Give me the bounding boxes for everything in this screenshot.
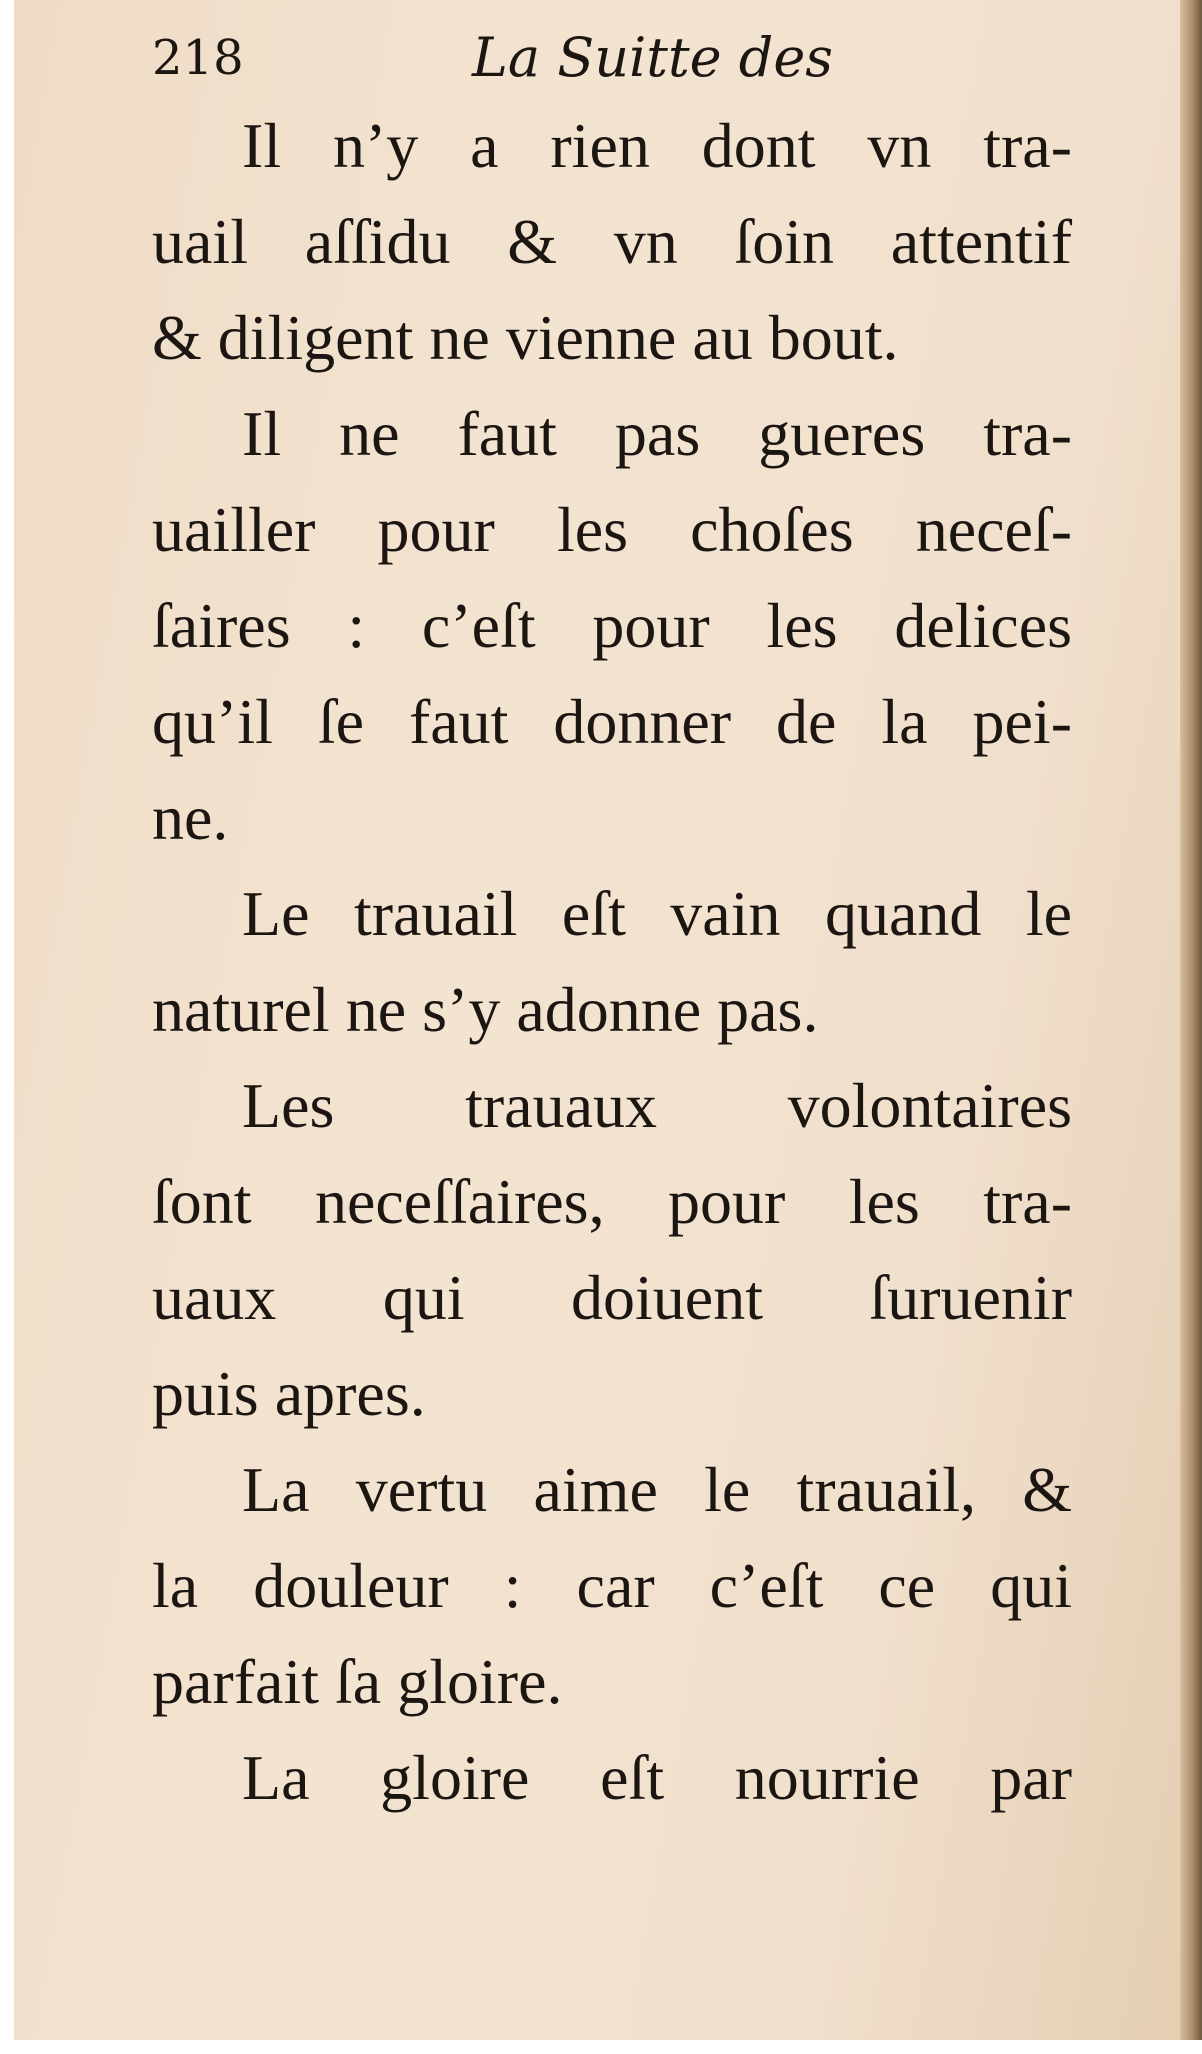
text-line: & diligent ne vienne au bout.	[152, 302, 899, 373]
text-body	[152, 98, 1072, 1826]
text-line: uail aſſidu & vn ſoin attentif	[152, 206, 1072, 277]
page-edge	[1180, 0, 1202, 2040]
text-line: uaux qui doiuent ſuruenir	[152, 1262, 1072, 1333]
text-line: ſont neceſſaires, pour les tra-	[152, 1166, 1072, 1237]
text-line: qu’il ſe faut donner de la pei-	[152, 686, 1072, 757]
text-line: la douleur : car c’eſt ce qui	[152, 1550, 1072, 1621]
text-line: La gloire eſt nourrie par	[242, 1742, 1072, 1813]
text-line: ſaires : c’eſt pour les delices	[152, 590, 1072, 661]
text-line: uailler pour les choſes neceſ-	[152, 494, 1072, 565]
running-head: La Suitte des	[472, 26, 834, 89]
text-line: puis apres.	[152, 1358, 426, 1429]
text-line: Les trauaux volontaires	[242, 1070, 1072, 1141]
book-page	[14, 0, 1202, 2040]
text-line: parfait ſa gloire.	[152, 1646, 563, 1717]
text-line: La vertu aime le trauail, &	[242, 1454, 1072, 1525]
text-line: Le trauail eſt vain quand le	[242, 878, 1072, 949]
text-line: Il ne faut pas gueres tra-	[242, 398, 1072, 469]
text-line: Il n’y a rien dont vn tra-	[242, 110, 1072, 181]
text-line: ne.	[152, 782, 229, 853]
text-line: naturel ne s’y adonne pas.	[152, 974, 819, 1045]
page-number: 218	[152, 30, 244, 86]
